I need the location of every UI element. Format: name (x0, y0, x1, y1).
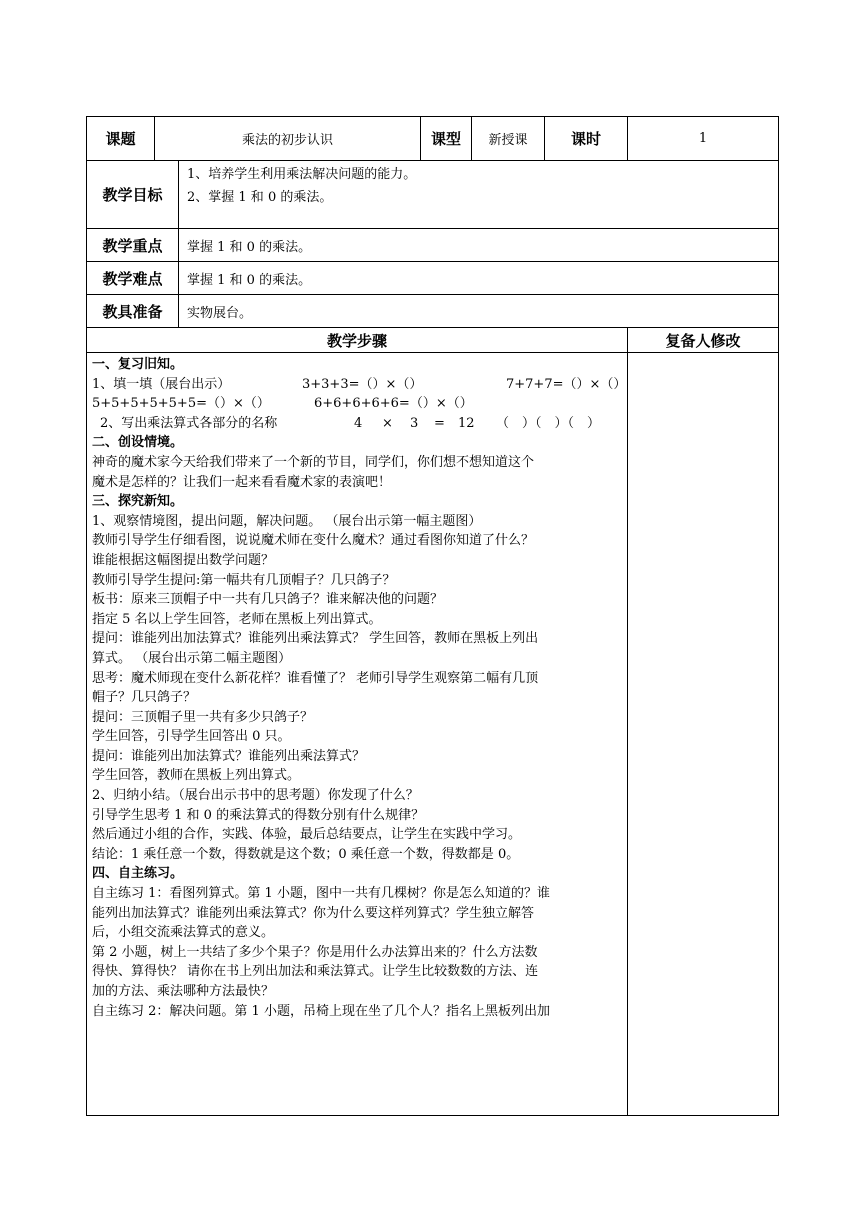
eq-result: 12 (458, 415, 475, 431)
difficulty-value: 掌握 1 和 0 的乘法。 (179, 262, 779, 295)
difficulty-row (87, 262, 779, 295)
text-line: 然后通过小组的合作，实践、体验，最后总结要点，让学生在实践中学习。 (92, 827, 522, 843)
steps-content (87, 353, 628, 1116)
text-line: 能列出加法算式？谁能列出乘法算式？你为什么要这样列算式？学生独立解答 (92, 905, 535, 921)
key-point-value: 掌握 1 和 0 的乘法。 (179, 229, 779, 262)
text-line: 算式。 （展台出示第二幅主题图） (92, 650, 292, 666)
text-line: 提问：谁能列出加法算式？谁能列出乘法算式？ 学生回答，教师在黑板上列出 (92, 631, 539, 647)
materials-row (87, 295, 779, 328)
header-row (87, 117, 779, 161)
goal-item: 2、掌握 1 和 0 的乘法。 (187, 190, 333, 205)
goal-item: 1、培养学生利用乘法解决问题的能力。 (187, 167, 417, 182)
text-line: 学生回答，教师在黑板上列出算式。 (92, 768, 301, 784)
expr-1: 3+3+3=（）×（） (302, 376, 423, 392)
section-title-practice: 四、自主练习。 (92, 866, 184, 882)
materials-value: 实物展台。 (179, 295, 779, 328)
text-line: 自主练习 1：看图列算式。第 1 小题，图中一共有几棵树？你是怎么知道的？谁 (92, 886, 550, 902)
eq-equals: = (434, 415, 445, 431)
topic-value: 乘法的初步认识 (155, 117, 421, 161)
text-line: 指定 5 名以上学生回答，老师在黑板上列出算式。 (92, 611, 382, 627)
text-line: 提问：三顶帽子里一共有多少只鸽子？ (92, 709, 314, 725)
key-point-row (87, 229, 779, 262)
type-value: 新授课 (472, 117, 545, 161)
text-line: 学生回答，引导学生回答出 0 只。 (92, 729, 291, 745)
text-line: 结论：1 乘任意一个数，得数就是这个数；0 乘任意一个数，得数都是 0。 (92, 846, 520, 862)
eq-blanks: （ ）（ ）（ ） (496, 415, 601, 431)
materials-label: 教具准备 (87, 295, 179, 328)
section-title-situation: 二、创设情境。 (92, 435, 184, 451)
goals-row (87, 161, 779, 229)
eq-times: × (382, 415, 393, 431)
expr-2: 7+7+7=（）×（） (506, 376, 627, 392)
revision-notes-cell (628, 353, 779, 1116)
steps-header-row (87, 328, 779, 353)
type-label: 课型 (421, 117, 472, 161)
eq-a: 4 (354, 415, 363, 431)
text-line: 加的方法、乘法哪种方法最快？ (92, 984, 275, 999)
text-line: 教师引导学生提问:第一幅共有几顶帽子？几只鸽子？ (92, 572, 396, 588)
text-line: 1、观察情境图，提出问题，解决问题。 （展台出示第一幅主题图） (92, 513, 482, 529)
text-line: 神奇的魔术家今天给我们带来了一个新的节目，同学们，你们想不想知道这个 (92, 454, 535, 470)
steps-body-row (87, 353, 779, 1116)
text-line: 魔术是怎样的？让我们一起来看看魔术家的表演吧！ (92, 474, 392, 490)
goals-label: 教学目标 (87, 161, 179, 229)
difficulty-label: 教学难点 (87, 262, 179, 295)
topic-label: 课题 (87, 117, 155, 161)
key-point-label: 教学重点 (87, 229, 179, 262)
review-fill-line (92, 375, 627, 395)
text-line: 提问：谁能列出加法算式？谁能列出乘法算式？ (92, 748, 366, 764)
revise-header: 复备人修改 (628, 328, 779, 353)
text-line: 得快、算得快？ 请你在书上列出加法和乘法算式。让学生比较数数的方法、连 (92, 964, 539, 980)
period-label: 课时 (545, 117, 628, 161)
goals-content (179, 161, 779, 229)
text-line: 自主练习 2：解决问题。第 1 小题，吊椅上现在坐了几个人？指名上黑板列出加 (92, 1003, 550, 1019)
lesson-plan-table (86, 116, 779, 1116)
name-label: 2、写出乘法算式各部分的名称 (100, 415, 278, 431)
section-title-explore: 三、探究新知。 (92, 494, 184, 510)
text-line: 帽子？几只鸽子？ (92, 690, 197, 706)
text-line: 后，小组交流乘法算式的意义。 (92, 925, 275, 941)
review-name-line (92, 414, 622, 434)
text-line: 板书：原来三顶帽子中一共有几只鸽子？谁来解决他的问题？ (92, 592, 444, 608)
expr-3: 5+5+5+5+5+5=（）×（） (92, 396, 270, 412)
lesson-plan-sheet (86, 116, 778, 1116)
text-line: 思考：魔术师现在变什么新花样？谁看懂了？ 老师引导学生观察第二幅有几顶 (92, 670, 539, 686)
text-line: 2、归纳小结。（展台出示书中的思考题）你发现了什么？ (92, 788, 419, 804)
text-line: 教师引导学生仔细看图，说说魔术师在变什么魔术？通过看图你知道了什么？ (92, 533, 535, 549)
period-value: 1 (628, 117, 779, 161)
text-line: 谁能根据这幅图提出数学问题？ (92, 552, 275, 568)
text-line: 第 2 小题，树上一共结了多少个果子？你是用什么办法算出来的？什么方法数 (92, 944, 538, 960)
fill-label: 1、填一填（展台出示） (92, 376, 231, 392)
review-expr-line (92, 394, 622, 414)
section-title-review: 一、复习旧知。 (92, 357, 184, 372)
expr-4: 6+6+6+6+6=（）×（） (314, 396, 473, 412)
steps-header: 教学步骤 (87, 328, 628, 353)
text-line: 引导学生思考 1 和 0 的乘法算式的得数分别有什么规律？ (92, 807, 425, 823)
eq-b: 3 (410, 415, 419, 431)
